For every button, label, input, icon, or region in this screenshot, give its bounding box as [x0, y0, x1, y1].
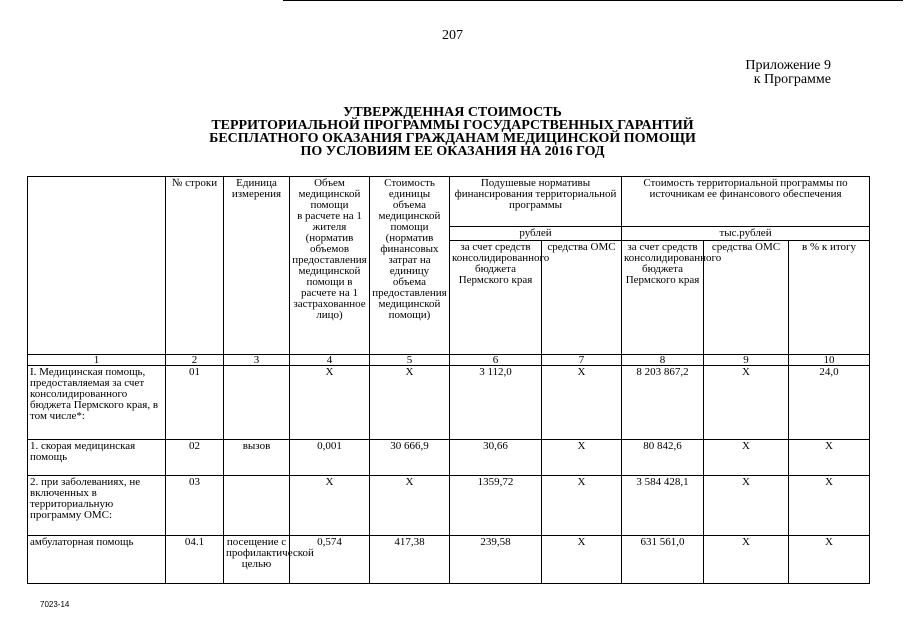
header-per-capita: Подушевые нормативы финансирования территориальной программы	[450, 177, 622, 227]
header-row	[28, 177, 870, 227]
row-prog-budget: 631 561,0	[622, 536, 704, 584]
header-per-capita-unit: рублей	[450, 227, 622, 241]
row-percent: X	[789, 476, 870, 536]
header-row-no: № строки	[166, 177, 224, 355]
row-percent: X	[789, 536, 870, 584]
column-number: 7	[542, 355, 622, 366]
header-prog-budget: за счет средств консолидированного бюджета Пермского края	[622, 241, 704, 355]
row-no: 03	[166, 476, 224, 536]
header-volume-top: Объем медицинской помощи	[298, 177, 361, 211]
row-unit	[224, 366, 290, 440]
header-pc-budget: за счет средств консолидированного бюджета Пермского края	[450, 241, 542, 355]
header-unit: Единица измерения	[224, 177, 290, 355]
header-volume-bottom: в расчете на 1 жителя (норматив объемов предоставления медицинской помощи в расчете на 1 застрахованное лицо)	[292, 210, 367, 321]
table-row	[28, 476, 870, 536]
row-prog-oms: X	[704, 366, 789, 440]
row-pc-budget: 3 112,0	[450, 366, 542, 440]
row-pc-budget: 30,66	[450, 440, 542, 476]
header-program-unit: тыс.рублей	[622, 227, 870, 241]
row-pc-budget: 239,58	[450, 536, 542, 584]
header-cost-top: Стоимость единицы объема медицинской	[378, 177, 441, 222]
column-number: 9	[704, 355, 789, 366]
page-number: 207	[442, 28, 463, 43]
row-prog-budget: 8 203 867,2	[622, 366, 704, 440]
row-pc-oms: X	[542, 476, 622, 536]
header-cell-name	[28, 177, 166, 355]
row-cost: X	[370, 476, 450, 536]
row-pc-oms: X	[542, 440, 622, 476]
row-no: 02	[166, 440, 224, 476]
column-number: 5	[370, 355, 450, 366]
row-pc-budget: 1359,72	[450, 476, 542, 536]
footer-code: 7023-14	[40, 600, 70, 609]
top-rule	[283, 0, 903, 1]
column-number: 10	[789, 355, 870, 366]
row-prog-oms: X	[704, 476, 789, 536]
header-pc-oms: средства ОМС	[542, 241, 622, 355]
column-numbers-row	[28, 355, 870, 366]
row-percent: X	[789, 440, 870, 476]
column-number: 4	[290, 355, 370, 366]
header-percent: в % к итогу	[789, 241, 870, 355]
header-prog-oms: средства ОМС	[704, 241, 789, 355]
row-unit	[224, 476, 290, 536]
column-number: 3	[224, 355, 290, 366]
row-name: I. Медицинская помощь, предоставляемая за счет консолидированного бюджета Пермского края, в том числе*:	[28, 366, 166, 440]
column-number: 6	[450, 355, 542, 366]
title-line: ТЕРРИТОРИАЛЬНОЙ ПРОГРАММЫ ГОСУДАРСТВЕННЫХ ГАРАНТИЙ	[211, 118, 694, 133]
row-pc-oms: X	[542, 536, 622, 584]
column-number: 1	[28, 355, 166, 366]
column-number: 8	[622, 355, 704, 366]
row-name: 1. скорая медицинская помощь	[28, 440, 166, 476]
row-volume: X	[290, 476, 370, 536]
appendix-line-1: Приложение 9	[745, 58, 831, 73]
document-title	[0, 106, 905, 158]
appendix-label	[745, 59, 831, 87]
cost-table	[27, 176, 870, 584]
header-program-cost: Стоимость территориальной программы по источникам ее финансового обеспечения	[622, 177, 870, 227]
row-pc-oms: X	[542, 366, 622, 440]
title-line: БЕСПЛАТНОГО ОКАЗАНИЯ ГРАЖДАНАМ МЕДИЦИНСКОЙ ПОМОЩИ	[209, 131, 696, 146]
row-volume: 0,574	[290, 536, 370, 584]
row-no: 01	[166, 366, 224, 440]
row-prog-budget: 3 584 428,1	[622, 476, 704, 536]
row-percent: 24,0	[789, 366, 870, 440]
row-unit: вызов	[224, 440, 290, 476]
row-prog-oms: X	[704, 536, 789, 584]
row-prog-oms: X	[704, 440, 789, 476]
row-volume: X	[290, 366, 370, 440]
row-no: 04.1	[166, 536, 224, 584]
row-volume: 0,001	[290, 440, 370, 476]
row-cost: 30 666,9	[370, 440, 450, 476]
column-number: 2	[166, 355, 224, 366]
title-line: УТВЕРЖДЕННАЯ СТОИМОСТЬ	[343, 105, 562, 120]
row-unit: посещение с профилактической целью	[224, 536, 290, 584]
table-row	[28, 366, 870, 440]
row-name: амбулаторная помощь	[28, 536, 166, 584]
row-cost: X	[370, 366, 450, 440]
header-volume	[290, 177, 370, 355]
table-row	[28, 440, 870, 476]
row-name: 2. при заболеваниях, не включенных в территориальную программу ОМС:	[28, 476, 166, 536]
table-row	[28, 536, 870, 584]
title-line: ПО УСЛОВИЯМ ЕЕ ОКАЗАНИЯ НА 2016 ГОД	[300, 144, 605, 159]
header-cost-bottom: помощи (норматив финансовых затрат на единицу объема предоставления медицинской помощи)	[372, 221, 447, 321]
appendix-line-2: к Программе	[753, 72, 831, 87]
row-prog-budget: 80 842,6	[622, 440, 704, 476]
row-cost: 417,38	[370, 536, 450, 584]
header-cost	[370, 177, 450, 355]
